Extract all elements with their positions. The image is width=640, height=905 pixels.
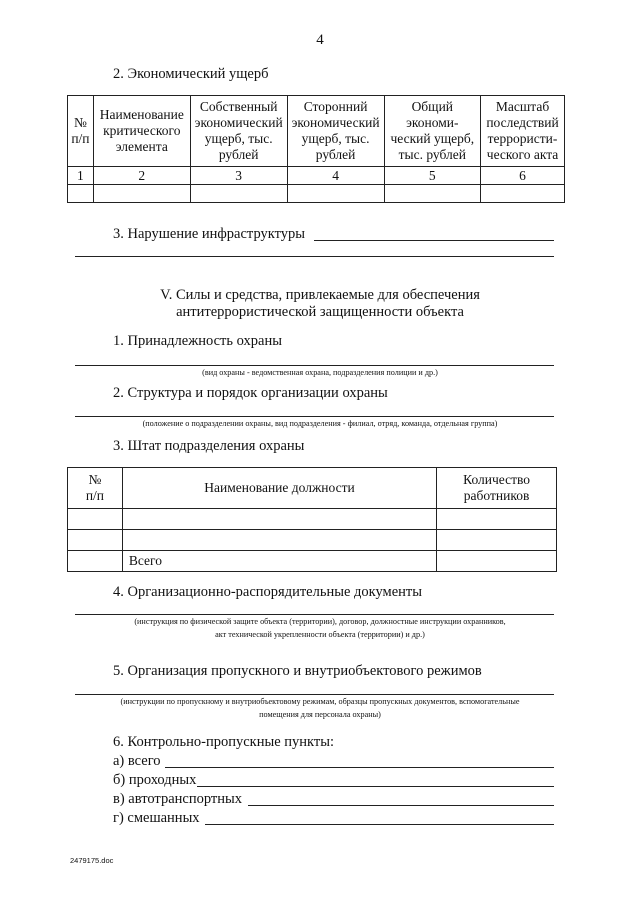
table-cell[interactable] [68, 185, 94, 203]
guard-staff-table [67, 467, 557, 572]
column-number: 3 [190, 167, 287, 185]
checkpoints-total-field[interactable] [165, 767, 554, 768]
header-line: Наименование [99, 107, 184, 122]
guard-structure-fill-line[interactable] [75, 416, 554, 417]
header-line: Количество [463, 472, 531, 487]
header-line: тыс. рублей [398, 147, 466, 162]
table-cell[interactable] [437, 551, 557, 572]
table-cell[interactable] [437, 509, 557, 530]
guard-affiliation-heading: 1. Принадлежность охраны [113, 333, 282, 349]
access-regime-hint-line2: помещения для персонала охраны) [259, 710, 381, 719]
table-cell[interactable] [481, 185, 565, 203]
header-cell-third-party-damage [287, 96, 384, 167]
header-line: ческого акта [486, 147, 559, 162]
guard-staff-heading: 3. Штат подразделения охраны [113, 438, 305, 454]
page-number: 4 [316, 32, 324, 48]
guard-structure-heading: 2. Структура и порядок организации охраны [113, 385, 388, 401]
infrastructure-heading: 3. Нарушение инфраструктуры [113, 226, 305, 242]
header-line: № [73, 115, 87, 130]
table-cell[interactable] [68, 551, 123, 572]
checkpoints-vehicle-label: в) автотранспортных [113, 791, 242, 807]
org-documents-fill-line[interactable] [75, 614, 554, 615]
checkpoints-heading: 6. Контрольно-пропускные пункты: [113, 734, 335, 750]
header-line: Собственный [199, 99, 278, 114]
checkpoints-passage-label: б) проходных [113, 772, 197, 788]
header-cell-number [68, 96, 94, 167]
org-documents-hint-line1: (инструкция по физической защите объекта (территории), договор, должностные инструкции охранников, [134, 617, 506, 626]
access-regime-heading: 5. Организация пропускного и внутриобъектового режимов [113, 663, 482, 679]
header-line: ущерб, тыс. [301, 131, 370, 146]
table-cell[interactable] [68, 509, 123, 530]
table-cell[interactable] [122, 509, 436, 530]
column-number: 1 [68, 167, 94, 185]
access-regime-hint-line1: (инструкции по пропускному и внутриобъектовому режимам, образцы пропускных документов, вспомогательные [120, 697, 520, 706]
table-cell[interactable] [287, 185, 384, 203]
column-number: 5 [384, 167, 481, 185]
org-documents-hint-line2: акт технической укрепленности объекта (территории) и др.) [215, 630, 425, 639]
column-number: 4 [287, 167, 384, 185]
header-line: элемента [115, 139, 168, 154]
infrastructure-fill-line-2[interactable] [75, 256, 554, 257]
org-documents-heading: 4. Организационно-распорядительные документы [113, 584, 423, 600]
header-cell-number [68, 468, 123, 509]
footer-filename: 2479175.doc [70, 856, 114, 865]
header-line: террористи- [487, 131, 558, 146]
table-cell[interactable] [190, 185, 287, 203]
table-row [68, 530, 557, 551]
header-line: работников [463, 488, 530, 503]
header-line: ущерб, тыс. [204, 131, 273, 146]
table-total-row [68, 551, 557, 572]
guard-affiliation-fill-line[interactable] [75, 365, 554, 366]
table-cell[interactable] [384, 185, 481, 203]
total-label: Всего [122, 551, 436, 572]
section-title-line2: антитеррористической защищенности объекта [176, 304, 464, 320]
header-line: Общий [411, 99, 454, 114]
header-cell-own-damage [190, 96, 287, 167]
header-cell-position: Наименование должности [122, 468, 436, 509]
table-numbering-row [68, 167, 565, 185]
checkpoints-total-label: а) всего [113, 753, 161, 769]
checkpoints-mixed-label: г) смешанных [113, 810, 200, 826]
infrastructure-fill-line[interactable] [314, 240, 554, 241]
table-cell[interactable] [122, 530, 436, 551]
header-line: Масштаб [495, 99, 550, 114]
checkpoints-passage-field[interactable] [197, 786, 554, 787]
table-cell[interactable] [93, 185, 190, 203]
header-line: экономи- [406, 115, 459, 130]
header-cell-scale [481, 96, 565, 167]
table-cell[interactable] [68, 530, 123, 551]
economic-damage-table [67, 95, 565, 203]
header-line: рублей [218, 147, 259, 162]
table-row [68, 509, 557, 530]
header-line: ческий ущерб, [390, 131, 475, 146]
table-header-row [68, 468, 557, 509]
section-title-line1: V. Силы и средства, привлекаемые для обеспечения [160, 287, 480, 303]
header-cell-element-name [93, 96, 190, 167]
header-line: Сторонний [303, 99, 368, 114]
header-line: № [88, 472, 102, 487]
checkpoints-mixed-field[interactable] [205, 824, 554, 825]
header-cell-staff-count [437, 468, 557, 509]
table-row [68, 185, 565, 203]
table-cell[interactable] [437, 530, 557, 551]
column-number: 6 [481, 167, 565, 185]
header-line: п/п [71, 131, 90, 146]
header-line: экономический [194, 115, 283, 130]
header-cell-total-damage [384, 96, 481, 167]
checkpoints-vehicle-field[interactable] [248, 805, 554, 806]
column-number: 2 [93, 167, 190, 185]
guard-affiliation-hint: (вид охраны - ведомственная охрана, подразделения полиции и др.) [202, 368, 438, 377]
header-line: экономический [291, 115, 380, 130]
header-line: последствий [486, 115, 559, 130]
header-line: критического [103, 123, 181, 138]
table-header-row [68, 96, 565, 167]
access-regime-fill-line[interactable] [75, 694, 554, 695]
header-line: рублей [315, 147, 356, 162]
header-line: п/п [85, 488, 105, 503]
guard-structure-hint: (положение о подразделении охраны, вид подразделения - филиал, отряд, команда, отдельная группа) [142, 419, 498, 428]
economic-damage-heading: 2. Экономический ущерб [113, 66, 269, 82]
